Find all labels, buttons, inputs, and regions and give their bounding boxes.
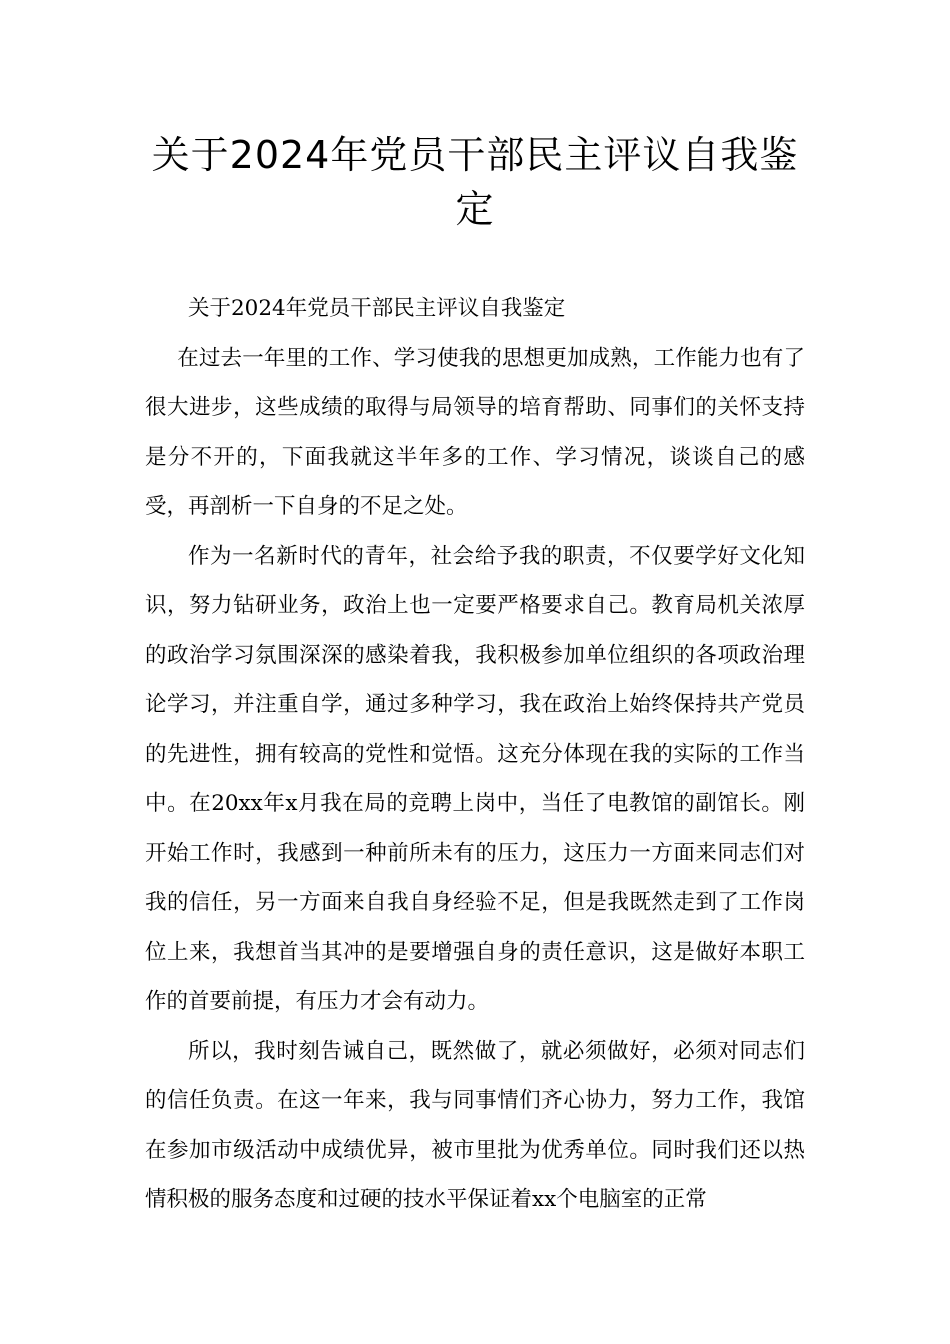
document-subtitle: 关于2024年党员干部民主评议自我鉴定 bbox=[188, 296, 566, 321]
paragraph-3: 所以，我时刻告诫自己，既然做了，就必须做好，必须对同志们的信任负责。在这一年来，我与同事情们齐心协力，努力工作，我馆在参加市级活动中成绩优异，被市里批为优秀单位。同时我们还以热情积极的服务态度和过硬的技水平保证着xx个电脑室的正常 bbox=[145, 1038, 805, 1212]
paragraph-2: 作为一名新时代的青年，社会给予我的职责，不仅要学好文化知识，努力钻研业务，政治上也一定要严格要求自己。教育局机关浓厚的政治学习氛围深深的感染着我，我积极参加单位组织的各项政治理论学习，并注重自学，通过多种学习，我在政治上始终保持共产党员的先进性，拥有较高的党性和觉悟。这充分体现在我的实际的工作当中。在20xx年x月我在局的竞聘上岗中，当任了电教馆的副馆长。刚开始工作时，我感到一种前所未有的压力，这压力一方面来同志们对我的信任，另一方面来自我自身经验不足，但是我既然走到了工作岗位上来，我想首当其冲的是要增强自身的责任意识，这是做好本职工作的首要前提，有压力才会有动力。 bbox=[145, 543, 805, 1014]
document-title: 关于2024年党员干部民主评议自我鉴定 bbox=[151, 133, 799, 231]
document-body bbox=[145, 284, 805, 1225]
paragraph-1: 在过去一年里的工作、学习使我的思想更加成熟，工作能力也有了很大进步，这些成绩的取得与局领导的培育帮助、同事们的关怀支持是分不开的，下面我就这半年多的工作、学习情况，谈谈自己的感受，再剖析一下自身的不足之处。 bbox=[145, 345, 805, 519]
